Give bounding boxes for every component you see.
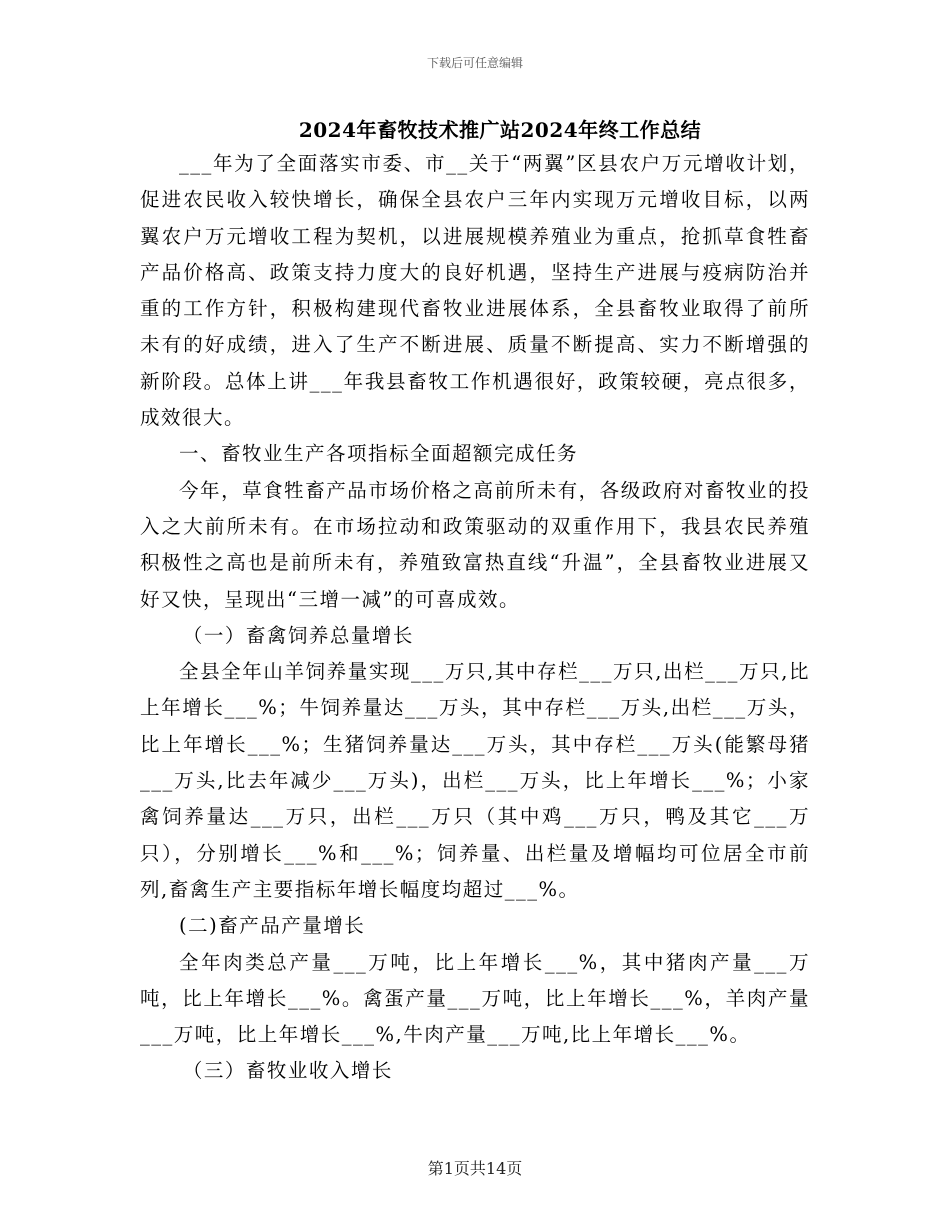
document-body bbox=[140, 146, 810, 1090]
subsection-2-paragraph: 全年肉类总产量___万吨，比上年增长___%，其中猪肉产量___万吨，比上年增长___%。禽蛋产量___万吨，比上年增长___%，羊肉产量___万吨，比上年增长___%,牛肉产量___万吨,比上年增长___%。 bbox=[140, 950, 810, 1047]
subsection-heading-2: (二)畜产品产量增长 bbox=[179, 914, 366, 938]
subsection-1-paragraph: 全县全年山羊饲养量实现___万只,其中存栏___万只,出栏___万只,比上年增长___%；牛饲养量达___万头，其中存栏___万头,出栏___万头，比上年增长___%；生猪饲养量达___万头，其中存栏___万头(能繁母猪___万头,比去年减少___万头)，出栏___万头，比上年增长___%；小家禽饲养量达___万只，出栏___万只（其中鸡___万只，鸭及其它___万只），分别增长___%和___%；饲养量、出栏量及增幅均可位居全市前列,畜禽生产主要指标年增长幅度均超过___%。 bbox=[140, 660, 810, 901]
subsection-heading-1: （一）畜禽饲养总量增长 bbox=[182, 623, 414, 647]
section-1-paragraph: 今年，草食牲畜产品市场价格之高前所未有，各级政府对畜牧业的投入之大前所未有。在市场拉动和政策驱动的双重作用下，我县农民养殖积极性之高也是前所未有，养殖致富热直线“升温”，全县畜牧业进展又好又快，呈现出“三增一减”的可喜成效。 bbox=[140, 478, 810, 611]
intro-paragraph: ___年为了全面落实市委、市__关于“两翼”区县农户万元增收计划，促进农民收入较快增长，确保全县农户三年内实现万元增收目标，以两翼农户万元增收工程为契机，以进展规模养殖业为重点，抢抓草食牲畜产品价格高、政策支持力度大的良好机遇，坚持生产进展与疫病防治并重的工作方针，积极构建现代畜牧业进展体系，全县畜牧业取得了前所未有的好成绩，进入了生产不断进展、质量不断提高、实力不断增强的新阶段。总体上讲___年我县畜牧工作机遇很好，政策较硬，亮点很多，成效很大。 bbox=[140, 152, 810, 430]
section-heading-1: 一、畜牧业生产各项指标全面超额完成任务 bbox=[179, 442, 579, 466]
page-header-note: 下载后可任意编辑 bbox=[426, 56, 523, 70]
document-title: 2024年畜牧技术推广站2024年终工作总结 bbox=[298, 118, 702, 142]
subsection-heading-3: （三）畜牧业收入增长 bbox=[182, 1059, 393, 1083]
page-number: 第1页共14页 bbox=[427, 1159, 523, 1178]
